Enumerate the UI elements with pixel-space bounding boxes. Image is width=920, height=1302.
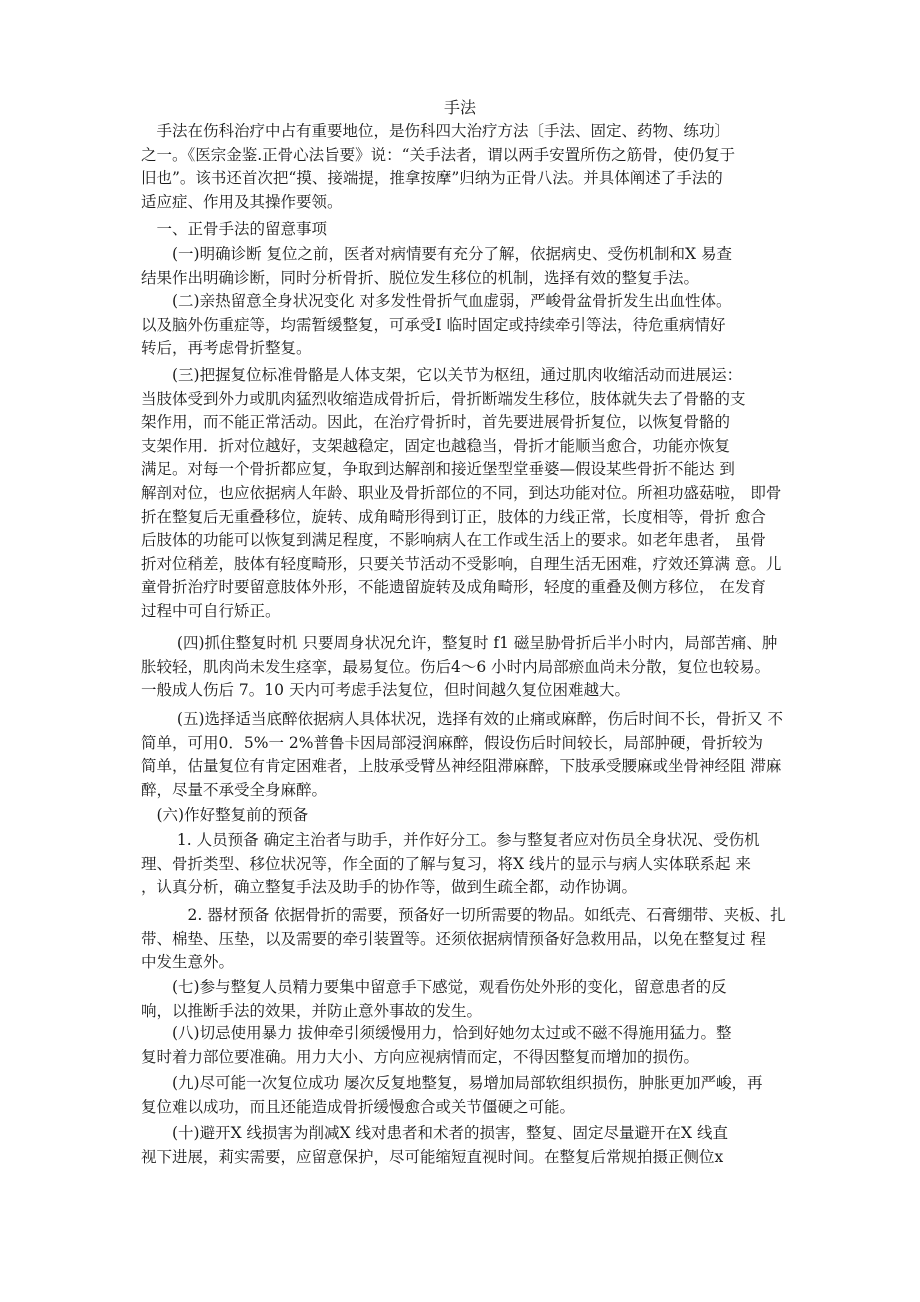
text-line: 带、棉垫、压垫，以及需要的牵引装置等。还须依据病情预备好急救用品，以免在整复过 程 <box>141 929 766 948</box>
text-line: 童骨折治疗时要留意肢体外形，不能遗留旋转及成角畸形，轻度的重叠及侧方移位， 在发育 <box>141 578 766 597</box>
item-8-paragraph <box>141 1022 781 1069</box>
page-title: 手法 <box>443 98 476 117</box>
text-line: 过程中可自行矫正。 <box>141 601 281 620</box>
text-line: (二)亲热留意全身状况变化 对多发性骨折气血虚弱，严峻骨盆骨折发生出血性体。 <box>141 292 732 310</box>
text-line: 以及脑外伤重症等，均需暂缓整复，可承受I 临时固定或持续牵引等法，待危重病情好 <box>141 315 726 334</box>
section-heading <box>141 218 781 242</box>
item-9-paragraph <box>141 1072 781 1119</box>
item-5-paragraph <box>141 708 781 802</box>
text-line: 一般成人伤后 7。10 天内可考虑手法复位，但时间越久复位困难越大。 <box>141 681 630 700</box>
item-2-paragraph <box>141 290 781 361</box>
text-line: 当肢体受到外力或肌肉猛烈收缩造成骨折后，骨折断端发生移位，肢体就失去了骨骼的支 <box>141 389 746 408</box>
item-3-paragraph <box>141 364 781 624</box>
text-line: 满足。对每一个骨折都应复，争取到达解剖和接近堡型堂垂婆—假设某些骨折不能达 到 <box>141 460 735 479</box>
text-line: (四)抓住整复时机 只要周身状况允许，整复时 f1 磁呈胁骨折后半小时内，局部苦痛、肿 <box>141 634 778 652</box>
text-line: 折对位稍差，肢体有轻度畸形，只要关节活动不受影响，自理生活无困难，疗效还算满 意。儿 <box>141 554 782 573</box>
text-line: 复位难以成功，而且还能造成骨折缓慢愈合或关节僵硬之可能。 <box>141 1097 576 1116</box>
text-line: 之一。《医宗金鉴.正骨心法旨要》说：“关手法者，谓以两手安置所伤之筋骨，使仍复于 <box>141 145 736 164</box>
text-line: 胀较轻，肌肉尚未发生痉挛，最易复位。伤后4～6 小时内局部瘀血尚未分散，复位也较易。 <box>141 657 771 676</box>
text-line: 适应症、作用及其操作要领。 <box>141 192 343 211</box>
text-line: 响，以推断手法的效果，并防止意外事故的发生。 <box>141 1001 483 1020</box>
item-1-paragraph <box>141 243 781 290</box>
intro-paragraph <box>141 120 781 214</box>
text-line: (六)作好整复前的预备 <box>141 806 309 824</box>
text-line: (一)明确诊断 复位之前，医者对病情要有充分了解，依据病史、受伤机制和X 易查 <box>141 245 732 263</box>
text-line: 架作用，而不能正常活动。因此，在治疗骨折时，首先要进展骨折复位，以恢复骨骼的 <box>141 413 731 432</box>
text-line: 醉，尽量不承受全身麻醉。 <box>141 780 328 799</box>
text-line: ，认真分析，确立整复手法及助手的协作等，做到生疏全都，动作协调。 <box>141 878 638 897</box>
text-line: (三)把握复位标准骨骼是人体支架，它以关节为枢纽，通过肌肉收缩活动而进展运： <box>141 366 743 384</box>
text-line: 简单，可用0．5%一 2%普鲁卡因局部浸润麻醉，假设伤后时间较长，局部肿硬，骨折较为 <box>141 733 763 752</box>
text-line: 手法在伤科治疗中占有重要地位，是伤科四大治疗方法〔手法、固定、药物、练功〕 <box>141 122 731 140</box>
item-6-heading <box>141 804 781 828</box>
text-line: (九)尽可能一次复位成功 屡次反复地整复，易增加局部软组织损伤，肿胀更加严峻，再 <box>141 1074 763 1092</box>
text-line: 旧也”。该书还首次把“摸、接端提，推拿按摩”归纳为正骨八法。并具体阐述了手法的 <box>141 169 723 188</box>
text-line: 结果作出明确诊断，同时分析骨折、脱位发生移位的机制，选择有效的整复手法。 <box>141 268 700 287</box>
item-10-paragraph <box>141 1122 781 1169</box>
text-line: 1. 人员预备 确定主治者与助手，并作好分工。参与整复者应对伤员全身状况、受伤机 <box>141 831 760 849</box>
text-line: 简单，估量复位有肯定困难者，上肢承受臂丛神经阻滞麻醉，下肢承受腰麻或坐骨神经阻 滞麻 <box>141 757 782 776</box>
text-line: 理、骨折类型、移位状况等，作全面的了解与复习，将X 线片的显示与病人实体联系起 来 <box>141 854 751 873</box>
text-line: 解剖对位，也应依据病人年龄、职业及骨折部位的不同，到达功能对位。所袒功盛菇啦， 即骨 <box>141 483 782 502</box>
item-4-paragraph <box>141 632 781 703</box>
text-line: 转后，再考虑骨折整复。 <box>141 339 312 358</box>
item-6-2-paragraph <box>141 904 786 975</box>
text-line: 支架作用．折对位越好，支架越稳定，固定也越稳当，骨折才能顺当愈合，功能亦恢复 <box>141 436 731 455</box>
text-line: 折在整复后无重叠移位，旋转、成角畸形得到订正，肢体的力线正常，长度相等，骨折 愈合 <box>141 507 766 526</box>
text-line: (十)避开X 线损害为削减X 线对患者和术者的损害，整复、固定尽量避开在X 线直 <box>141 1124 728 1142</box>
text-line: 2. 器材预备 依据骨折的需要，预备好一切所需要的物品。如纸壳、石膏绷带、夹板、扎 <box>141 906 786 924</box>
text-line: 复时着力部位要准确。用力大小、方向应视病情而定，不得因整复而增加的损伤。 <box>141 1047 700 1066</box>
item-7-paragraph <box>141 976 781 1023</box>
text-line: (五)选择适当底醉依据病人具体状况，选择有效的止痛或麻醉，伤后时间不长，骨折又 不 <box>141 710 783 728</box>
text-line: (七)参与整复人员精力要集中留意手下感觉，观看伤处外形的变化，留意患者的反 <box>141 978 727 996</box>
text-line: 视下进展，莉实需要，应留意保护，尽可能缩短直视时间。在整复后常规拍摄正侧位x <box>141 1147 724 1166</box>
item-6-1-paragraph <box>141 829 781 900</box>
text-line: 中发生意外。 <box>141 953 235 972</box>
text-line: 一、正骨手法的留意事项 <box>141 220 328 238</box>
text-line: (八)切忌使用暴力 拔伸牵引须缓慢用力，恰到好她勿太过或不磁不得施用猛力。整 <box>141 1024 732 1042</box>
text-line: 后肢体的功能可以恢复到满足程度，不影响病人在工作或生活上的要求。如老年患者， 虽骨 <box>141 531 766 550</box>
